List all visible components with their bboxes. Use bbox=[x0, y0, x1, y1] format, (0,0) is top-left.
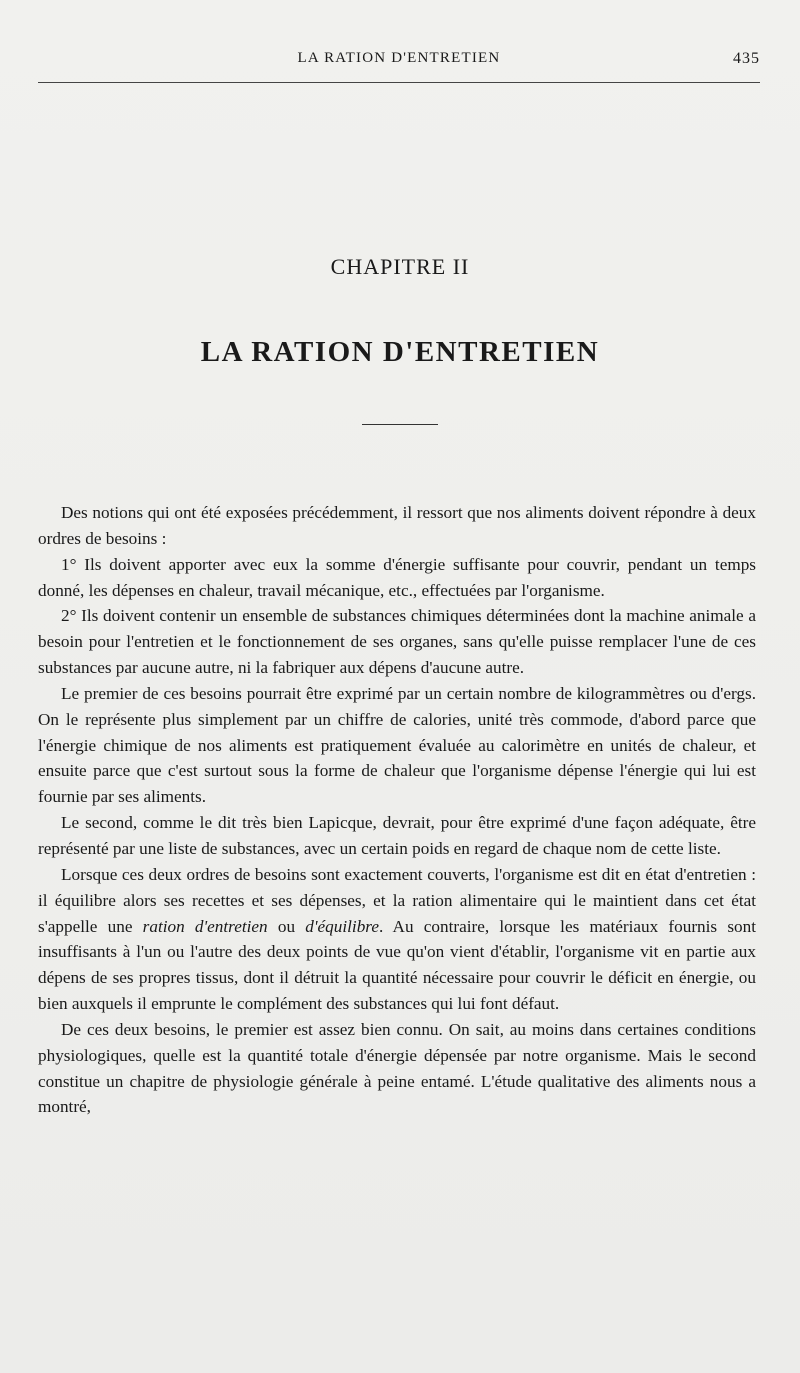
running-title: LA RATION D'ENTRETIEN bbox=[297, 50, 501, 66]
paragraph-maintenance-text-b: ou bbox=[267, 916, 306, 936]
paragraph-maintenance-text-c: . Au contraire, lorsque les matériaux fournis sont insuffisants à l'un ou l'autre des deux points de vue qu'on vient d'établir, l'organisme vit en partie aux dépens de ses propres tissus, dont il détruit la quantité nécessaire pour couvrir le déficit en énergie, ou bien auxquels il emprunte le complément des substances qui lui font défaut. bbox=[38, 916, 756, 1014]
header-rule bbox=[38, 82, 760, 83]
term-ration-entretien: ration d'entretien bbox=[142, 916, 268, 936]
running-header bbox=[38, 50, 760, 74]
chapter-title: LA RATION D'ENTRETIEN bbox=[200, 336, 600, 368]
paragraph-point-1: 1° Ils doivent apporter avec eux la somme d'énergie suffisante pour couvrir, pendant un temps donné, les dépenses en chaleur, travail mécanique, etc., effectuées par l'organisme. bbox=[38, 554, 756, 600]
paragraph-first-need: Le premier de ces besoins pourrait être exprimé par un certain nombre de kilogrammètres ou d'ergs. On le représente plus simplement par un chiffre de calories, unité très commode, d'abord parce que l'énergie chimique de nos aliments est pratiquement évaluée au calorimètre en unités de chaleur, et ensuite parce que c'est surtout sous la forme de chaleur que l'organisme dépense l'énergie qui lui est fournie par ses aliments. bbox=[38, 683, 756, 807]
paragraph-maintenance bbox=[38, 862, 756, 1017]
page-number: 435 bbox=[733, 50, 760, 67]
paragraph-maintenance-text-a: Lorsque ces deux ordres de besoins sont exactement couverts, l'organisme est dit en état d'entretien : il équilibre alors ses recettes et ses dépenses, et la ration alimentaire qui le maintient dans cet état s'appelle une bbox=[38, 864, 756, 936]
paragraph-point-2: 2° Ils doivent contenir un ensemble de substances chimiques déterminées dont la machine animale a besoin pour l'entretien et le fonctionnement de ses organes, sans qu'elle puisse remplacer l'une de ces substances par aucune autre, ni la fabriquer aux dépens d'aucune autre. bbox=[38, 606, 756, 678]
term-equilibre: d'équilibre bbox=[305, 916, 379, 936]
paragraph-second-need: Le second, comme le dit très bien Lapicque, devrait, pour être exprimé d'une façon adéquate, être représenté par une liste de substances, avec un certain poids en regard de chaque nom de cette liste. bbox=[38, 813, 756, 858]
paragraph-conclusion: De ces deux besoins, le premier est assez bien connu. On sait, au moins dans certaines conditions physiologiques, quelle est la quantité totale d'énergie dépensée par notre organisme. Mais le second constitue un chapitre de physiologie générale à peine entamé. L'étude qualitative des aliments nous a montré, bbox=[38, 1019, 756, 1117]
title-rule bbox=[362, 424, 438, 425]
paragraph-intro: Des notions qui ont été exposées précédemment, il ressort que nos aliments doivent répondre à deux ordres de besoins : bbox=[38, 503, 756, 548]
body-text bbox=[38, 500, 756, 1120]
chapter-label: CHAPITRE II bbox=[330, 254, 470, 279]
